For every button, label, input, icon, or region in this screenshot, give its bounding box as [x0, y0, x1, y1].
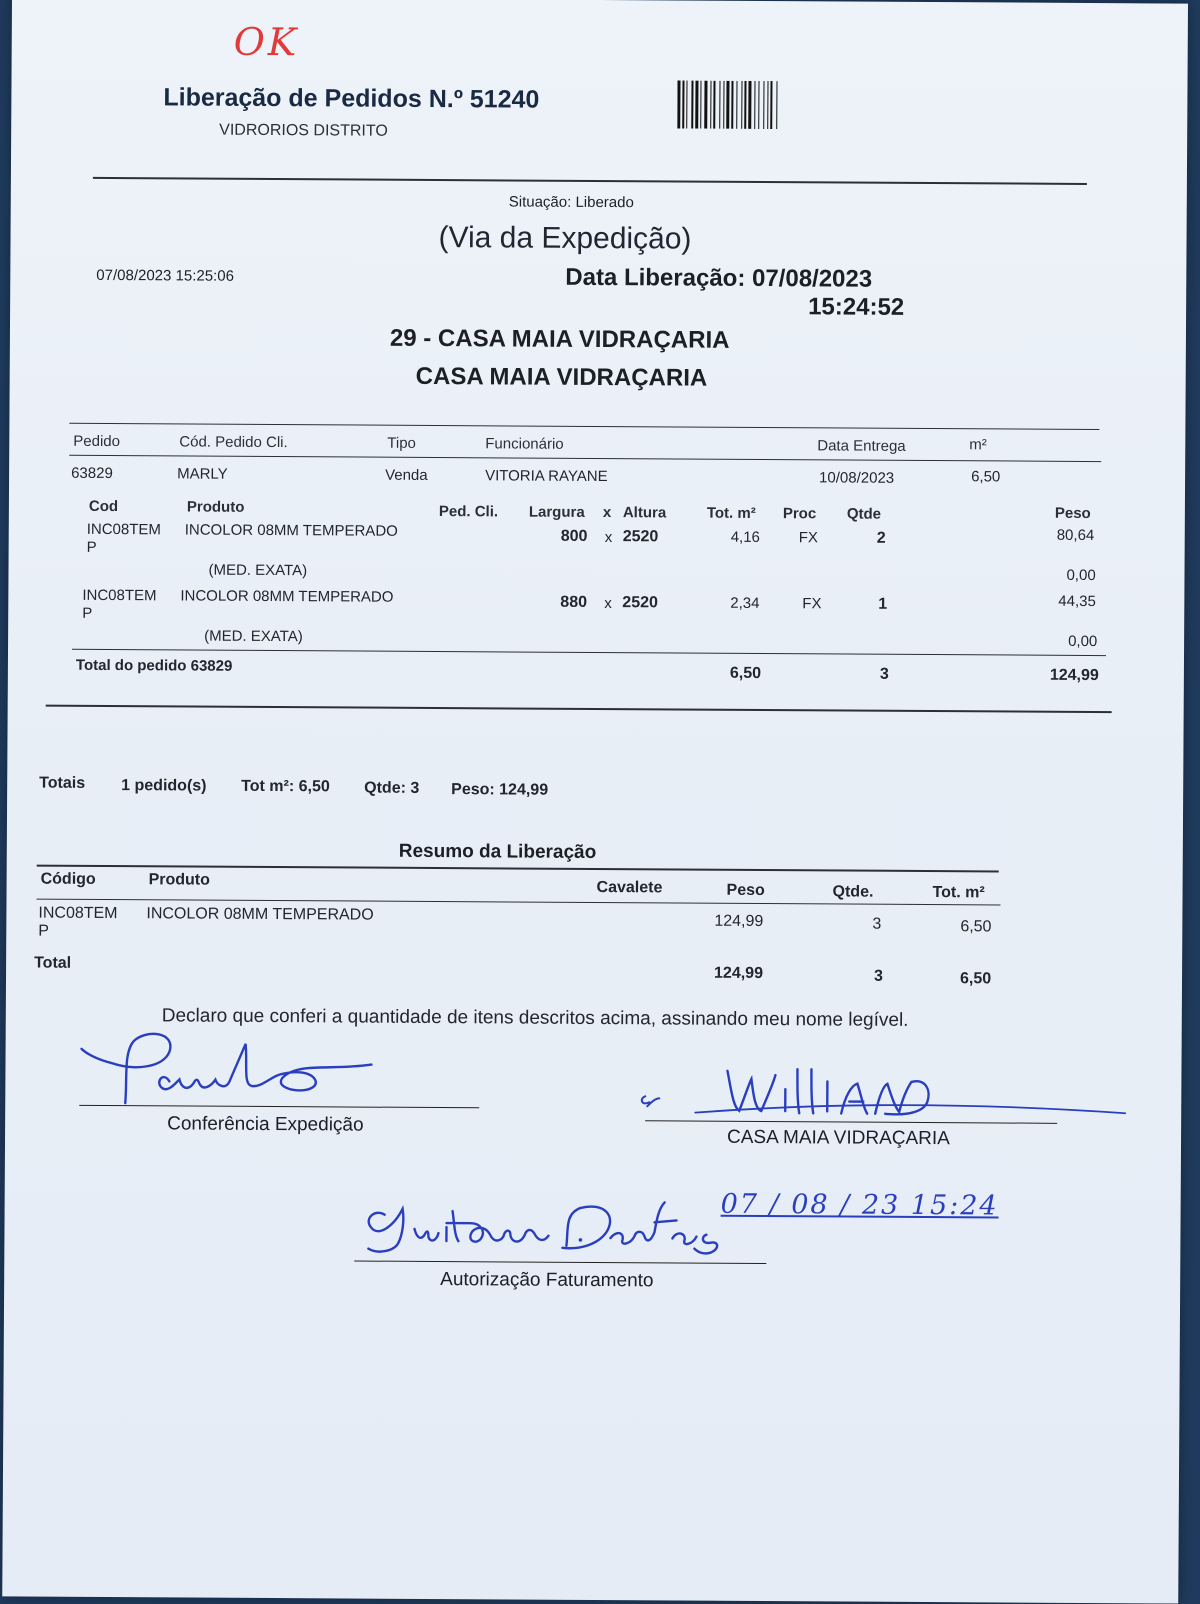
items-header-x: x — [602, 504, 612, 522]
order-funcionario: VITORIA RAYANE — [485, 467, 608, 486]
data-liberacao-time: 15:24:52 — [808, 293, 905, 321]
col-header-tipo: Tipo — [387, 434, 416, 452]
items-header-peso: Peso — [1054, 504, 1091, 523]
col-header-funcionario: Funcionário — [485, 435, 564, 453]
printed-timestamp: 07/08/2023 15:25:06 — [96, 266, 234, 285]
resumo-header-cavalete: Cavalete — [596, 878, 663, 897]
order-block-bottom-rule — [46, 705, 1112, 714]
order-table-header-rule — [69, 455, 1101, 462]
resumo-tot-m2: 6,50 — [960, 918, 992, 936]
resumo-peso: 124,99 — [714, 912, 764, 931]
items-header-ped-cli: Ped. Cli. — [438, 503, 499, 521]
item-altura: 2520 — [622, 528, 659, 546]
resumo-header-qtde: Qtde. — [832, 883, 874, 901]
signature-cliente-handwritten — [635, 1054, 1135, 1127]
item-note-peso: 0,00 — [1068, 632, 1098, 651]
totais-pedidos: 1 pedido(s) — [121, 777, 207, 795]
totais-peso: Peso: 124,99 — [451, 781, 549, 799]
order-total-rule — [72, 649, 1106, 656]
signature-conferencia-handwritten — [75, 1023, 396, 1115]
resumo-total-tot-m2: 6,50 — [959, 970, 992, 988]
items-header-cod: Cod — [88, 497, 119, 516]
item-qtde: 1 — [878, 595, 888, 613]
item-cod-cont: P — [82, 604, 93, 622]
item-x: x — [604, 595, 612, 613]
order-total-peso: 124,99 — [1049, 666, 1099, 685]
items-header-tot-m2: Tot. m² — [706, 504, 756, 522]
resumo-codigo: INC08TEM — [38, 904, 118, 923]
resumo-header-codigo: Código — [40, 870, 96, 888]
resumo-codigo-cont: P — [38, 922, 50, 940]
resumo-header-peso: Peso — [726, 881, 765, 900]
items-header-qtde: Qtde — [846, 505, 882, 523]
totais-m2: Tot m²: 6,50 — [241, 777, 330, 796]
client-code-name: 29 - CASA MAIA VIDRAÇARIA — [389, 324, 730, 354]
resumo-total-label: Total — [34, 954, 72, 972]
items-header-largura: Largura — [528, 503, 585, 521]
resumo-produto: INCOLOR 08MM TEMPERADO — [146, 905, 374, 924]
item-cod-cont: P — [86, 538, 97, 556]
col-header-pedido: Pedido — [73, 432, 121, 451]
item-peso: 80,64 — [1056, 526, 1095, 545]
document-title: Liberação de Pedidos N.º 51240 — [163, 83, 540, 114]
col-header-m2: m² — [969, 436, 987, 454]
item-cod: INC08TEM — [82, 586, 157, 605]
item-note: (MED. EXATA) — [204, 627, 303, 646]
order-pedido: 63829 — [71, 464, 113, 483]
resumo-total-qtde: 3 — [873, 967, 883, 985]
item-peso: 44,35 — [1058, 592, 1096, 611]
order-total-m2: 6,50 — [729, 664, 762, 682]
client-name: CASA MAIA VIDRAÇARIA — [415, 362, 708, 392]
col-header-data-entrega: Data Entrega — [817, 437, 906, 455]
ok-handwritten-mark: OK — [233, 19, 300, 65]
order-data-entrega: 10/08/2023 — [819, 469, 895, 487]
signature-label-cliente: CASA MAIA VIDRAÇARIA — [726, 1126, 950, 1150]
item-largura: 880 — [560, 593, 588, 611]
resumo-header-produto: Produto — [148, 871, 210, 889]
item-tot-m2: 2,34 — [730, 594, 760, 612]
order-table-top-rule — [69, 423, 1099, 430]
signature-autorizacao-handwritten — [354, 1185, 754, 1267]
totais-qtde: Qtde: 3 — [364, 779, 420, 797]
item-largura: 800 — [560, 527, 588, 545]
item-tot-m2: 4,16 — [730, 528, 760, 546]
item-altura: 2520 — [622, 594, 658, 612]
via-expedicao-title: (Via da Expedição) — [438, 221, 692, 256]
items-header-produto: Produto — [186, 498, 245, 516]
item-x: x — [604, 529, 613, 547]
item-note-peso: 0,00 — [1066, 566, 1096, 585]
item-proc: FX — [802, 595, 822, 613]
order-total-qtde: 3 — [879, 665, 889, 683]
resumo-qtde: 3 — [872, 915, 882, 933]
company-name: VIDRORIOS DISTRITO — [219, 121, 388, 140]
signature-label-autorizacao: Autorização Faturamento — [440, 1269, 654, 1292]
item-qtde: 2 — [876, 529, 886, 547]
items-header-altura: Altura — [622, 504, 667, 522]
item-produto: INCOLOR 08MM TEMPERADO — [184, 521, 398, 540]
receipt-paper — [2, 0, 1188, 1604]
items-header-proc: Proc — [782, 505, 817, 523]
totais-label: Totais — [39, 774, 86, 792]
item-note: (MED. EXATA) — [208, 561, 308, 580]
resumo-total-peso: 124,99 — [714, 964, 764, 983]
declaracao-text: Declaro que conferi a quantidade de itens descritos acima, assinando meu nome legível. — [161, 1005, 909, 1031]
order-m2: 6,50 — [971, 468, 1001, 486]
handwritten-date-time: 07 / 08 / 23 15:24 — [720, 1188, 999, 1222]
resumo-title: Resumo da Liberação — [398, 840, 597, 863]
item-proc: FX — [798, 529, 818, 547]
order-cod-pedido-cli: MARLY — [177, 465, 228, 483]
signature-label-conferencia: Conferência Expedição — [167, 1113, 364, 1136]
header-divider — [93, 177, 1087, 185]
barcode-icon — [677, 80, 853, 129]
order-total-label: Total do pedido 63829 — [75, 656, 233, 675]
order-tipo: Venda — [385, 466, 428, 484]
item-produto: INCOLOR 08MM TEMPERADO — [180, 587, 394, 606]
resumo-header-tot-m2: Tot. m² — [932, 884, 985, 902]
col-header-cod-pedido-cli: Cód. Pedido Cli. — [179, 433, 288, 452]
item-cod: INC08TEM — [86, 520, 161, 539]
data-liberacao: Data Liberação: 07/08/2023 — [565, 263, 873, 293]
situacao-text: Situação: Liberado — [508, 193, 634, 212]
